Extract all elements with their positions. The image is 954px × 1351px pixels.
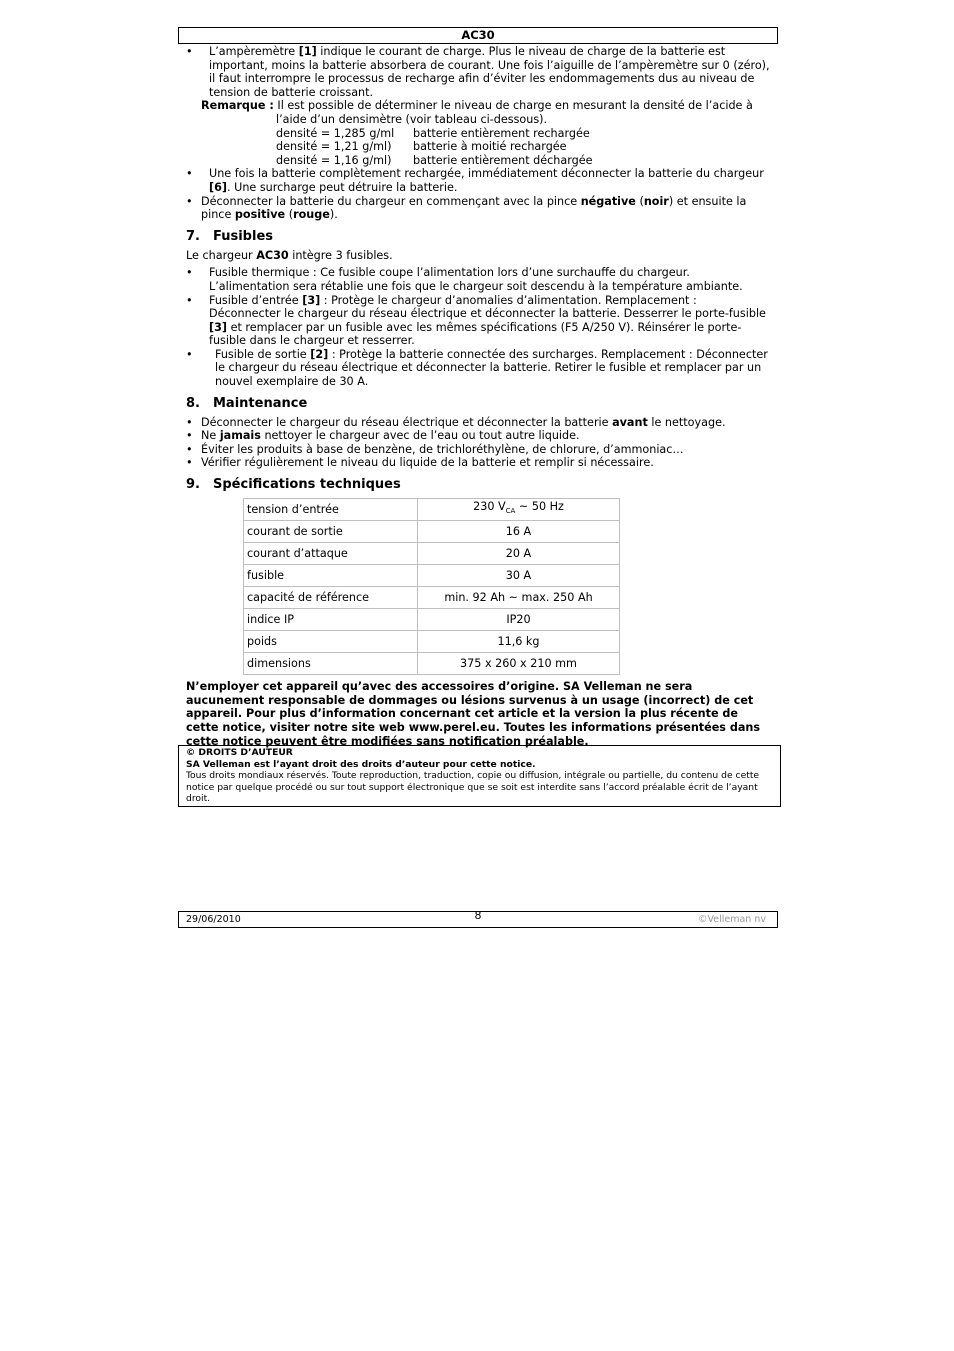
section-7-heading: 7. Fusibles — [186, 228, 273, 244]
output-fuse-bullet: • Fusible de sortie [2] : Protège la batterie connectée des surcharges. Remplacement : Déconnecter le chargeur du réseau électrique et déconnecter la batterie. Retirer le fusible et remplacer par un nouvel exemplaire de 30 A. — [186, 347, 768, 389]
bullet-icon: • — [186, 194, 193, 208]
table-row: tension d’entrée 230 $V_{CA}$ ~ 50 Hz — [244, 499, 620, 521]
table-row: capacité de référence min. 92 Ah ~ max. 250 Ah — [244, 587, 620, 609]
table-row: courant d’attaque 20 A — [244, 543, 620, 565]
density-row: densité = 1,16 g/ml) batterie entièrement déchargée — [276, 153, 593, 167]
header-title: AC30 — [461, 28, 495, 42]
remark-note: Remarque : Il est possible de déterminer le niveau de charge en mesurant la densité de l’acide à l’aide d’un densimètre (voir tableau ci-dessous). — [201, 99, 753, 126]
density-row: densité = 1,285 g/ml batterie entièrement rechargée — [276, 126, 590, 140]
density-table — [186, 127, 770, 168]
table-row: poids 11,6 kg — [244, 631, 620, 653]
table-row: courant de sortie 16 A — [244, 521, 620, 543]
remark-label: Remarque : — [201, 99, 274, 113]
usage-notice: N’employer cet appareil qu’avec des accessoires d’origine. SA Velleman ne sera aucunement responsable de dommages ou lésions survenus à un usage (incorrect) de cet appareil. Pour plus d’information concernant cet article et la version la plus récente de cette notice, visiter notre site web www.perel.eu. Toutes les informations présentées dans cette notice peuvent être modifiées sans notification préalable. — [186, 680, 761, 748]
bullet-icon: • — [186, 415, 193, 429]
density-row: densité = 1,21 g/ml) batterie à moitié rechargée — [276, 140, 567, 154]
disconnect-bullet: • Déconnecter la batterie du chargeur en commençant avec la pince négative (noir) et ensuite la pince positive (rouge). — [186, 194, 747, 222]
section-8-heading: 8. Maintenance — [186, 395, 308, 411]
maintenance-bullet: • Ne jamais nettoyer le chargeur avec de l’eau ou tout autre liquide. — [186, 429, 580, 443]
footer-company: ©Velleman nv — [698, 914, 766, 925]
bullet-icon: • — [186, 456, 193, 470]
page-content — [186, 45, 770, 749]
page-header — [178, 27, 778, 44]
bullet-icon: • — [186, 429, 193, 443]
page-footer — [178, 911, 778, 928]
copyright-title: © DROITS D’AUTEUR — [186, 747, 293, 758]
table-row: dimensions 375 x 260 x 210 mm — [244, 653, 620, 675]
input-fuse-bullet: • Fusible d’entrée [3] : Protège le chargeur d’anomalies d’alimentation. Remplacement : Déconnecter le chargeur du réseau électrique et déconnecter la batterie. Desserrer le porte-fusible [3] et remplacer par un fusible avec les mêmes spécifications (F5 A/250 V). Réinsérer le porte-fusible dans le chargeur et resserrer. — [186, 293, 766, 348]
bullet-icon: • — [186, 442, 193, 456]
table-row: indice IP IP20 — [244, 609, 620, 631]
table-row: fusible 30 A — [244, 565, 620, 587]
copyright-owner: SA Velleman est l’ayant droit des droits d’auteur pour cette notice. — [186, 758, 536, 770]
bullet-icon: • — [186, 45, 193, 58]
copyright-body: Tous droits mondiaux réservés. Toute reproduction, traduction, copie ou diffusion, intégrale ou partielle, du contenu de cette notice par quelque procédé ou sur tout support électronique que se soit est interdite sans l’accord préalable écrit de l’ayant droit. — [186, 770, 760, 804]
bullet-icon: • — [186, 167, 193, 181]
thermal-fuse-bullet: • Fusible thermique : Ce fusible coupe l’alimentation lors d’une surchauffe du chargeur. L’alimentation sera rétablie une fois que le chargeur soit descendu à la température ambiante. — [186, 266, 743, 293]
bullet-icon: • — [186, 347, 193, 361]
recharged-bullet: • Une fois la batterie complètement rechargée, immédiatement déconnecter la batterie du chargeur [6]. Une surcharge peut détruire la batterie. — [186, 167, 764, 194]
maintenance-bullet: • Éviter les produits à base de benzène, de trichloréthylène, de chlorure, d’ammoniac… — [186, 442, 684, 456]
fuses-intro: Le chargeur AC30 intègre 3 fusibles. — [186, 248, 393, 262]
maintenance-bullet: • Vérifier régulièrement le niveau du liquide de la batterie et remplir si nécessaire. — [186, 456, 654, 470]
section-9-heading: 9. Spécifications techniques — [186, 477, 401, 493]
specifications-table — [243, 498, 620, 675]
copyright-box — [178, 745, 781, 807]
bullet-icon: • — [186, 266, 193, 280]
ammeter-bullet: • L’ampèremètre [1] indique le courant de charge. Plus le niveau de charge de la batterie est important, moins la batterie absorbera de courant. Une fois l’aiguille de l’ampèremètre sur 0 (zéro), il faut interrompre le processus de recharge afin d’éviter les endommagements dus au niveau de tension de batterie croissant. — [186, 45, 770, 99]
maintenance-bullet: • Déconnecter le chargeur du réseau électrique et déconnecter la batterie avant le nettoyage. — [186, 415, 726, 429]
footer-date: 29/06/2010 — [186, 914, 241, 925]
bullet-icon: • — [186, 293, 193, 307]
page-number: 8 — [474, 909, 482, 922]
